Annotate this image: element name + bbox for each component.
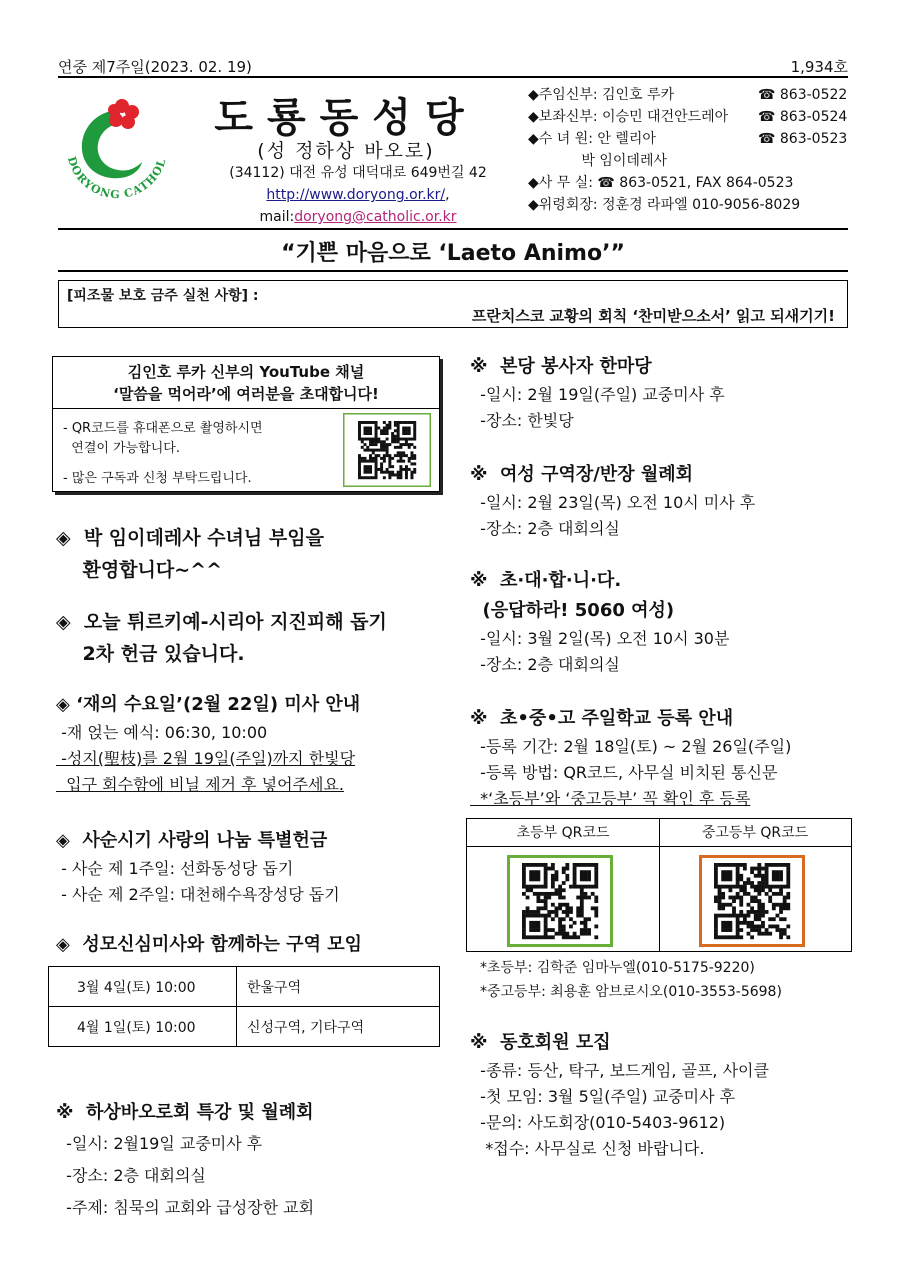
middle-high-qr-code-icon[interactable]	[699, 855, 805, 947]
issue-date: 연중 제7주일(2023. 02. 19)	[58, 58, 252, 76]
contact-label: ◆주임신부: 김인호 루카	[528, 87, 675, 103]
ash-line: -재 얹는 예식: 06:30, 10:00	[56, 723, 268, 742]
ash-wednesday-section	[56, 690, 360, 798]
schedule-area: 한울구역	[237, 967, 440, 1007]
youtube-desc-line: 연결이 가능합니다.	[63, 441, 180, 456]
schedule-area: 신성구역, 기타구역	[237, 1007, 440, 1047]
school-line: -등록 방법: QR코드, 사무실 비치된 통신문	[470, 763, 778, 782]
ash-title: ◈ ‘재의 수요일’(2월 22일) 미사 안내	[56, 694, 361, 715]
notice-heading: [피조물 보호 금주 실천 사항] :	[67, 288, 259, 304]
women-line: -일시: 2월 23일(목) 오전 10시 미사 후	[470, 493, 756, 512]
elementary-qr-label: 초등부 QR코드	[467, 819, 659, 847]
quake-line: 2차 헌금 있습니다.	[56, 643, 245, 665]
youtube-body	[53, 409, 439, 491]
invite-title: ※ 초·대·합·니·다.	[470, 570, 622, 591]
contact-row	[528, 172, 858, 194]
quake-line: ◈ 오늘 튀르키예-시리아 지진피해 돕기	[56, 611, 387, 633]
earthquake-collection	[56, 606, 387, 670]
welcome-line: 환영합니다~^^	[56, 559, 222, 581]
school-line: *‘초등부’와 ‘중고등부’ 꼭 확인 후 등록	[470, 789, 751, 808]
middle-high-qr-label: 중고등부 QR코드	[659, 819, 851, 847]
contact-row	[528, 106, 858, 128]
mail-label: mail:	[259, 209, 295, 225]
church-logo-icon	[58, 88, 176, 206]
contact-row	[528, 128, 858, 150]
issue-number: 1,934호	[790, 58, 848, 76]
church-name: 도룡동성당	[214, 95, 478, 141]
youtube-qr-code-icon[interactable]	[343, 413, 431, 487]
contact-tel: ☎ 863-0522	[758, 87, 848, 103]
hasang-line: -주제: 침묵의 교회와 급성장한 교회	[56, 1198, 315, 1217]
contact-label: ◆수 녀 원: 안 렐리아	[528, 131, 656, 147]
contact-label: 박 임이데레사	[528, 153, 667, 169]
volunteer-line: -일시: 2월 19일(주일) 교중미사 후	[470, 385, 725, 404]
school-line: -등록 기간: 2월 18일(토) ~ 2월 26일(주일)	[470, 737, 792, 756]
elementary-qr-code-icon[interactable]	[507, 855, 613, 947]
contact-list	[528, 84, 858, 216]
hasang-line: -장소: 2층 대회의실	[56, 1166, 206, 1185]
ash-line: -성지(聖枝)를 2월 19일(주일)까지 한빛당	[56, 749, 356, 768]
website-link[interactable]: http://www.doryong.or.kr/	[266, 187, 446, 203]
school-contact-line: *초등부: 김학준 임마누엘(010-5175-9220)	[480, 960, 755, 976]
school-contact-line: *중고등부: 최용훈 암브로시오(010-3553-5698)	[480, 984, 782, 1000]
school-contacts	[480, 956, 782, 1004]
club-line: *접수: 사무실로 신청 바랍니다.	[470, 1139, 705, 1158]
women-line: -장소: 2층 대회의실	[470, 519, 620, 538]
issue-bar	[58, 56, 848, 78]
lent-line: - 사순 제 1주일: 선화동성당 돕기	[56, 859, 294, 878]
schedule-date: 4월 1일(토) 10:00	[49, 1007, 237, 1047]
youtube-box	[52, 356, 440, 492]
school-title: ※ 초•중•고 주일학교 등록 안내	[470, 708, 734, 729]
welcome-sister	[56, 522, 324, 586]
school-qr-table	[466, 818, 852, 952]
invite-subtitle: (응답하라! 5060 여성)	[470, 600, 675, 621]
youtube-desc-line: - QR코드를 휴대폰으로 촬영하시면	[63, 421, 263, 436]
club-title: ※ 동호회원 모집	[470, 1032, 611, 1053]
lent-offering-section	[56, 826, 340, 908]
notice-text: 프란치스코 교황의 회칙 ‘찬미받으소서’ 읽고 되새기기!	[471, 307, 835, 325]
club-line: -종류: 등산, 탁구, 보드게임, 골프, 사이클	[470, 1061, 769, 1080]
youtube-subtitle: ‘말씀을 먹어라’에 여러분을 초대합니다!	[113, 385, 379, 403]
youtube-title: 김인호 루카 신부의 YouTube 채널	[127, 363, 365, 381]
district-schedule-table	[48, 966, 440, 1047]
schedule-date: 3월 4일(토) 10:00	[49, 967, 237, 1007]
contact-row	[528, 150, 858, 172]
club-line: -문의: 사도회장(010-5403-9612)	[470, 1113, 726, 1132]
hasang-title: ※ 하상바오로회 특강 및 월례회	[56, 1102, 314, 1123]
club-line: -첫 모임: 3월 5일(주일) 교중미사 후	[470, 1087, 736, 1106]
hasang-line: -일시: 2월19일 교중미사 후	[56, 1134, 263, 1153]
qr-divider	[659, 819, 660, 951]
volunteer-line: -장소: 한빛당	[470, 411, 574, 430]
contact-tel: ☎ 863-0523	[758, 131, 848, 147]
invite-line: -장소: 2층 대회의실	[470, 655, 620, 674]
contact-row	[528, 194, 858, 216]
contact-label: ◆보좌신부: 이승민 대건안드레아	[528, 109, 729, 125]
creation-care-notice	[58, 280, 848, 328]
volunteer-title: ※ 본당 봉사자 한마당	[470, 356, 652, 377]
welcome-line: ◈ 박 임이데레사 수녀님 부임을	[56, 527, 324, 549]
invitation-section	[470, 566, 729, 678]
logo-text: DORYONG CATHOL	[64, 155, 169, 202]
contact-label: ◆위령회장: 정훈경 라파엘 010-9056-8029	[528, 197, 801, 213]
contact-tel: ☎ 863-0524	[758, 109, 848, 125]
volunteer-section	[470, 352, 725, 434]
invite-line: -일시: 3월 2일(목) 오전 10시 30분	[470, 629, 730, 648]
ash-line: 입구 회수함에 비닐 제거 후 넣어주세요.	[56, 775, 344, 794]
table-row	[49, 967, 440, 1007]
women-leaders-section	[470, 460, 755, 542]
motto: “기쁜 마음으로 ‘Laeto Animo’”	[58, 236, 848, 272]
youtube-desc-line: - 많은 구독과 신청 부탁드립니다.	[63, 471, 252, 486]
sunday-school-section	[470, 704, 791, 812]
email-link[interactable]: doryong@catholic.or.kr	[294, 209, 457, 225]
youtube-desc	[63, 419, 263, 459]
masthead	[58, 80, 848, 230]
contact-label: ◆사 무 실: ☎ 863-0521, FAX 864-0523	[528, 175, 794, 191]
women-title: ※ 여성 구역장/반장 월례회	[470, 464, 694, 485]
youtube-heading	[53, 357, 439, 409]
website-suffix: ,	[445, 187, 450, 203]
table-row	[49, 1007, 440, 1047]
marian-mass-section	[56, 930, 362, 960]
club-section	[470, 1028, 769, 1162]
address-block	[208, 162, 508, 228]
lent-line: - 사순 제 2주일: 대천해수욕장성당 돕기	[56, 885, 340, 904]
contact-row	[528, 84, 858, 106]
marian-title: ◈ 성모신심미사와 함께하는 구역 모임	[56, 934, 362, 955]
patron-saint: (성 정하상 바오로)	[257, 140, 435, 162]
lent-title: ◈ 사순시기 사랑의 나눔 특별헌금	[56, 830, 328, 851]
hasang-section	[56, 1098, 314, 1224]
postal-address: (34112) 대전 유성 대덕대로 649번길 42	[229, 165, 487, 181]
